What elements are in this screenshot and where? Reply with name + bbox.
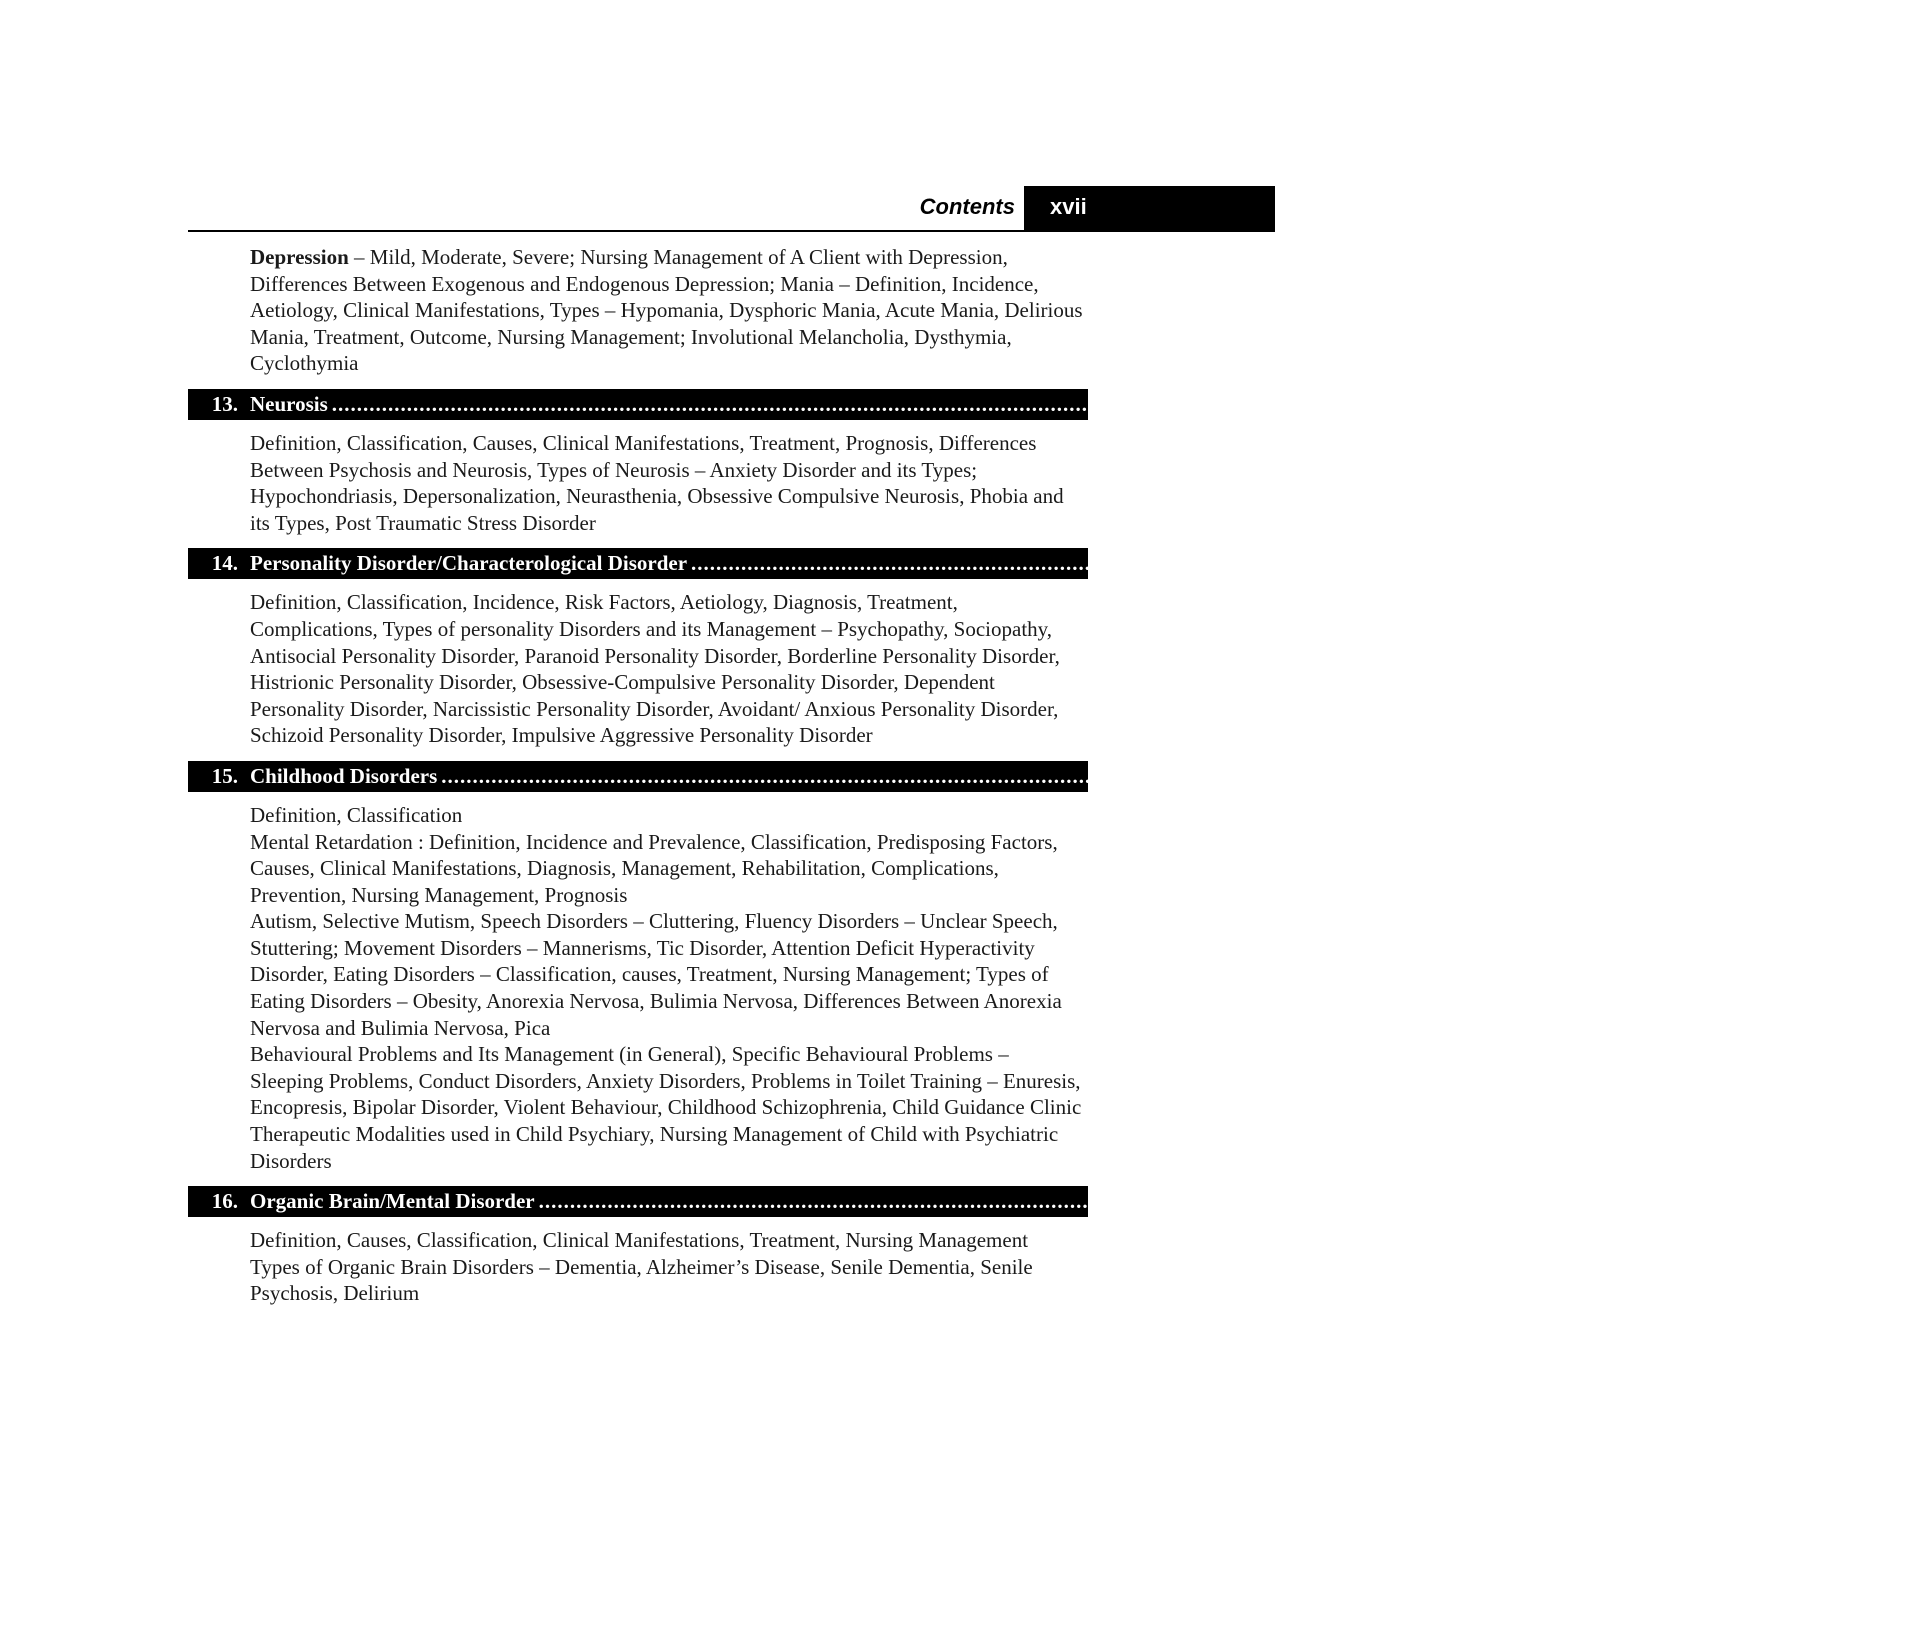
dot-leader: ..............................................................................................................................................................................................: [441, 763, 1629, 788]
chapter-page-number: 465: [1632, 763, 1665, 788]
chapter-description: [250, 244, 1085, 377]
chapter-title: Personality Disorder/Characterological Disorder: [250, 551, 688, 576]
description-paragraph: Types of Organic Brain Disorders – Dementia, Alzheimer’s Disease, Senile Dementia, Senile Psychosis, Delirium: [250, 1254, 1033, 1306]
description-paragraph: Mental Retardation : Definition, Incidence and Prevalence, Classification, Predisposing Factors, Causes, Clinical Manifestations, Diagnosis, Management, Rehabilitation, Complications, Prevention, Nursing Management, Prognosis: [250, 829, 1058, 907]
description-paragraph: Therapeutic Modalities used in Child Psychiary, Nursing Management of Child with Psychiatric Disorders: [250, 1122, 1059, 1173]
description-paragraph: Definition, Classification, Incidence, Risk Factors, Aetiology, Diagnosis, Treatment, Complications, Types of personality Disorders and its Management – Psychopathy, Sociopathy, Antisocial Personality Disorder, Paranoid Personality Disorder, Borderline Personality Disorder, Histrionic Personality Disorder, Obsessive-Compulsive Personality Disorder, Dependent Personality Disorder, Narcissistic Personality Disorder, Avoidant/ Anxious Personality Disorder, Schizoid Personality Disorder, Impulsive Aggressive Personality Disorder: [250, 590, 1060, 748]
chapter-number: 15.: [211, 763, 238, 788]
description-paragraph: Autism, Selective Mutism, Speech Disorders – Cluttering, Fluency Disorders – Unclear Speech, Stuttering; Movement Disorders – Mannerisms, Tic Disorder, Attention Deficit Hyperactivity Disorder, Eating Disorders – Classification, causes, Treatment, Nursing Management; Types of Eating Disorders – Obesity, Anorexia Nervosa, Bulimia Nervosa, Differences Between Anorexia Nervosa and Bulimia Nervosa, Pica: [250, 909, 1062, 1040]
dot-leader: ..............................................................................................................................................................................................: [331, 391, 1520, 416]
chapter-title: Childhood Disorders: [250, 763, 438, 788]
chapter-number: 16.: [211, 1189, 238, 1214]
description-text: – Mild, Moderate, Severe; Nursing Management of A Client with Depression, Differences Between Exogenous and Endogenous Depression; Mania – Definition, Incidence, Aetiology, Clinical Manifestations, Types – Hypomania, Dysphoric Mania, Acute Mania, Delirious Mania, Treatment, Outcome, Nursing Management; Involutional Melancholia, Dysthymia, Cyclothymia: [250, 245, 1083, 376]
chapter-heading[interactable]: [188, 1186, 1762, 1217]
lead-term: Depression: [250, 245, 349, 269]
page-header: [188, 186, 1275, 232]
chapter-page-number: 542: [1730, 1189, 1762, 1214]
contents-list: [188, 244, 1915, 1307]
dot-leader: ..............................................................................................................................................................................................: [538, 1189, 1727, 1214]
dot-leader: ..............................................................................................................................................................................................: [691, 551, 1879, 576]
chapter-title: Organic Brain/Mental Disorder: [250, 1189, 535, 1214]
description-paragraph: Definition, Causes, Classification, Clinical Manifestations, Treatment, Nursing Management: [250, 1228, 1029, 1253]
chapter-title: Neurosis: [250, 391, 328, 416]
chapter-page-number: 415: [1523, 391, 1555, 416]
running-title: Contents: [919, 194, 1015, 219]
chapter-page-number: 444: [1882, 551, 1915, 576]
chapter-number: 13.: [211, 391, 238, 416]
page-number-tab: [1024, 186, 1275, 232]
chapter-description: [250, 802, 1085, 1174]
chapter-description: [250, 1227, 1085, 1307]
chapter-heading[interactable]: [188, 761, 1665, 792]
description-paragraph: Definition, Classification: [250, 802, 463, 827]
description-paragraph: Behavioural Problems and Its Management (in General), Specific Behavioural Problems – Sleeping Problems, Conduct Disorders, Anxiety Disorders, Problems in Toilet Training – Enuresis, Encopresis, Bipolar Disorder, Violent Behaviour, Childhood Schizophrenia, Child Guidance Clinic: [250, 1042, 1082, 1120]
chapter-heading[interactable]: [188, 548, 1915, 579]
chapter-description: [250, 430, 1085, 536]
description-paragraph: [250, 244, 1085, 377]
chapter-heading[interactable]: [188, 389, 1555, 420]
page-number: xvii: [1050, 194, 1087, 219]
chapter-number: 14.: [211, 551, 238, 576]
chapter-description: [250, 589, 1085, 749]
description-paragraph: Definition, Classification, Causes, Clinical Manifestations, Treatment, Prognosis, Differences Between Psychosis and Neurosis, Types of Neurosis – Anxiety Disorder and its Types; Hypochondriasis, Depersonalization, Neurasthenia, Obsessive Compulsive Neurosis, Phobia and its Types, Post Traumatic Stress Disorder: [250, 430, 1064, 535]
